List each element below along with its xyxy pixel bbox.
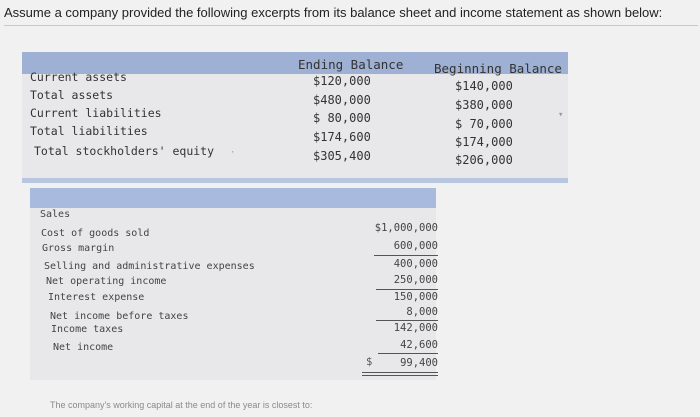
is-value-sales: $1,000,000 <box>374 222 438 234</box>
bs-beginning-stockholders-equity: $206,000 <box>455 153 513 167</box>
underline-cogs <box>374 255 438 256</box>
is-value-cogs: 600,000 <box>393 240 438 252</box>
stray-tick-mark: ▾ <box>558 110 564 120</box>
is-value-net-income: 99,400 <box>400 357 438 369</box>
is-value-interest-expense: 8,000 <box>406 306 438 318</box>
footer-question: The company's working capital at the end of the year is closest to: <box>50 400 313 410</box>
bs-label-total-assets: Total assets <box>30 88 114 102</box>
is-label-gross-margin: Gross margin <box>42 243 115 254</box>
is-label-selling-admin: Selling and administrative expenses <box>44 261 255 272</box>
is-label-cogs: Cost of goods sold <box>41 228 150 239</box>
bs-ending-total-assets: $480,000 <box>313 93 371 107</box>
bs-beginning-total-liabilities: $174,000 <box>455 135 513 149</box>
bs-label-total-liabilities: Total liabilities <box>30 124 148 138</box>
bs-ending-current-liabilities: $ 80,000 <box>313 111 371 125</box>
stray-dot-mark: · <box>230 148 236 158</box>
underline-income-taxes <box>378 353 438 354</box>
underline-selling-admin <box>376 289 438 290</box>
bs-label-current-liabilities: Current liabilities <box>30 106 162 120</box>
is-label-net-income-before-taxes: Net income before taxes <box>50 311 189 322</box>
is-label-interest-expense: Interest expense <box>48 292 145 303</box>
is-value-income-taxes: 42,600 <box>400 339 438 351</box>
bs-ending-stockholders-equity: $305,400 <box>313 149 371 163</box>
income-statement-header-bar <box>30 188 436 208</box>
double-underline-net-income-2 <box>362 375 438 376</box>
bs-label-stockholders-equity: Total stockholders' equity <box>34 144 215 158</box>
col-header-beginning: Beginning Balance <box>434 61 562 76</box>
is-value-selling-admin: 250,000 <box>393 274 438 286</box>
col-header-ending: Ending Balance <box>298 57 404 72</box>
is-label-sales: Sales <box>40 209 71 220</box>
bs-beginning-total-assets: $380,000 <box>455 98 513 112</box>
balance-sheet-divider <box>22 178 568 183</box>
is-label-income-taxes: Income taxes <box>51 324 124 335</box>
bs-beginning-current-liabilities: $ 70,000 <box>455 117 513 131</box>
double-underline-net-income-1 <box>362 372 438 373</box>
bs-label-current-assets: Current assets <box>30 70 127 84</box>
bs-ending-current-assets: $120,000 <box>313 74 371 88</box>
net-income-dollar-sign: $ <box>366 356 373 368</box>
is-label-net-operating-income: Net operating income <box>46 276 167 287</box>
question-text: Assume a company provided the following excerpts from its balance sheet and income statement as shown below: <box>4 5 698 26</box>
underline-interest-expense <box>376 320 438 321</box>
is-value-net-operating-income: 150,000 <box>393 291 438 303</box>
is-value-net-income-before-taxes: 142,000 <box>393 322 438 334</box>
bs-beginning-current-assets: $140,000 <box>455 79 513 93</box>
bs-ending-total-liabilities: $174,600 <box>313 130 371 144</box>
is-label-net-income: Net income <box>53 342 114 353</box>
is-value-gross-margin: 400,000 <box>393 258 438 270</box>
